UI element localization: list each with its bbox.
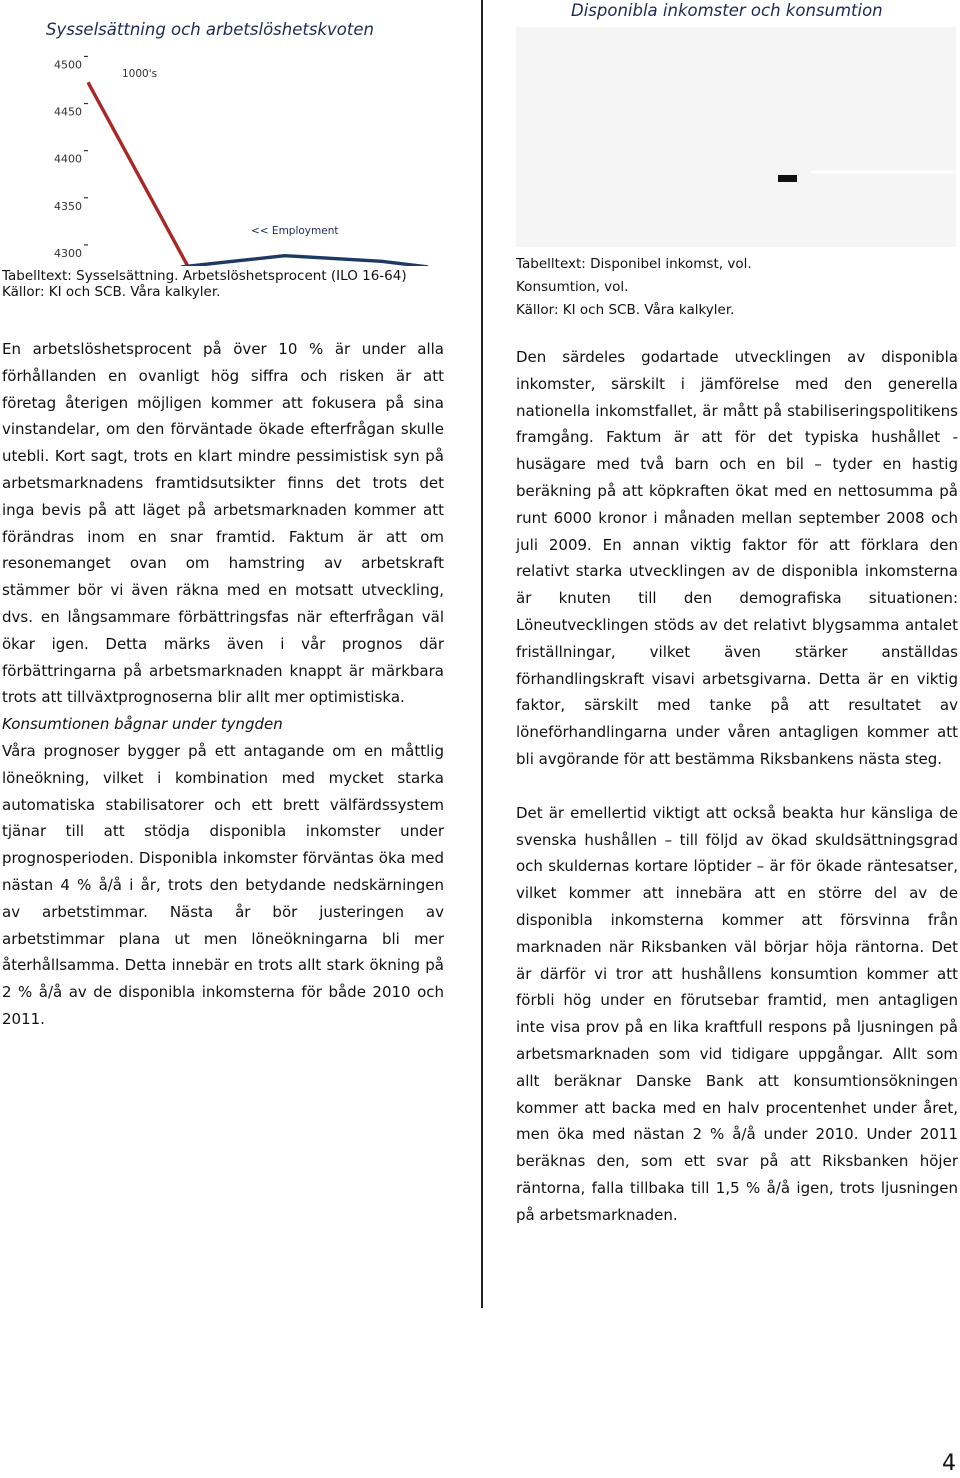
left-chart-caption bbox=[2, 268, 407, 300]
income-consumption-chart-svg bbox=[516, 27, 956, 247]
employment-annotation: << Employment bbox=[251, 225, 339, 237]
income-consumption-chart bbox=[516, 27, 956, 247]
paragraph: En arbetslöshetsprocent på över 10 % är under alla förhållanden en ovanligt hög siffra och risken är att företag återigen möjligen kommer att fokusera på sina vinstandelar, om den förväntade ökade efterfrågan skulle utebli. Kort sagt, trots en klart mindre pessimistisk syn på arbetsmarknadens framtidsutsikter finns det trots det inga bevis på att läget på arbetsmarknaden kommer att förändras inom en snar framtid. Faktum är att om resonemanget ovan om hamstring av arbetskraft stämmer bör vi även räkna med en motsatt utveckling, dvs. en långsammare förbättringsfas när efterfrågan väl ökar igen. Detta märks även i vår prognos där förbättringarna på arbetsmarknaden knappt är märkbara trots att tillväxtprognoserna blir allt mer optimistiska. bbox=[2, 340, 444, 707]
chart-marker bbox=[778, 175, 797, 182]
y-tick-label: 4400 bbox=[54, 152, 82, 166]
caption-line: Tabelltext: Disponibel inkomst, vol. bbox=[516, 256, 752, 272]
paragraph: Det är emellertid viktigt att också beakta hur känsliga de svenska hushållen – till följd av ökad skuldsättningsgrad och skuldernas kortare löptider – är för ökade räntesatser, vilket kommer att innebära att en större del av de disponibla inkomsterna kommer att försvinna från marknaden när Riksbanken väl börjar höja räntorna. Det är därför vi tror att hushållens konsumtion kommer att förbli hög under en förutsebar framtid, men antagligen inte visa prov på en lika kraftfull respons på ljusningen på arbetsmarknaden som vid tidigare uppgångar. Allt som allt beräknar Danske Bank att konsumtionsökningen kommer att backa med en halv procentenhet under året, men öka med nästan 2 % å/å under 2010. Under 2011 beräknas den, som ett svar på att Riksbanken höjer räntorna, falla tillbaka till 1,5 % å/å igen, trots ljusningen på arbetsmarknaden. bbox=[516, 803, 958, 1224]
right-chart-caption bbox=[516, 253, 752, 322]
y-tick-label: 4300 bbox=[54, 246, 82, 260]
left-chart-title: Sysselsättning och arbetslöshetskvoten bbox=[46, 20, 374, 39]
y-tick-label: 4350 bbox=[54, 199, 82, 213]
employment-chart-svg bbox=[36, 54, 448, 266]
y-tick-label: 4500 bbox=[54, 58, 82, 72]
page-number: 4 bbox=[942, 1451, 956, 1476]
series-line bbox=[181, 256, 428, 266]
right-text-column bbox=[516, 344, 958, 1229]
paragraph: Den särdeles godartade utvecklingen av disponibla inkomster, särskilt i jämförelse med den generella nationella inkomstfallet, är mått på stabiliseringspolitikens framgång. Faktum är att för det typiska hushållet - husägare med två barn och en bil – tyder en hastig beräkning på att köpkraften ökat med en nettosumma på runt 6000 kronor i månaden mellan september 2008 och juli 2009. En annan viktig faktor för att förklara den relativt starka utvecklingen av de disponibla inkomsterna är knuten till den demografiska situationen: Löneutvecklingen stöds av det relativt blygsamma antalet friställningar, vilket även stärker anställdas förhandlingskraft visavi arbetsgivarna. Detta är en viktig faktor, särskilt med tanke på att resultatet av löneförhandlingarna under våren antagligen kommer att bli avgörande för att bestämma Riksbankens nästa steg. bbox=[516, 348, 958, 768]
series-line bbox=[88, 82, 188, 266]
subheading: Konsumtionen bågnar under tyngden bbox=[2, 715, 283, 734]
y-axis-unit-label: 1000's bbox=[122, 68, 158, 80]
right-chart-title: Disponibla inkomster och konsumtion bbox=[571, 1, 883, 20]
employment-chart bbox=[36, 54, 448, 266]
paragraph: Våra prognoser bygger på ett antagande om en måttlig löneökning, vilket i kombination med mycket starka automatiska stabilisatorer och ett brett välfärdssystem tjänar till att stödja disponibla inkomster under prognosperioden. Disponibla inkomster förväntas öka med nästan 4 % å/å i år, trots den betydande nedskärningen av arbetstimmar. Nästa år bör justeringen av arbetstimmar plana ut men löneökningarna bli mer återhållsamma. Detta innebär en trots allt stark ökning på 2 % å/å av de disponibla inkomsterna för både 2010 och 2011. bbox=[2, 741, 444, 1028]
y-tick-label: 4450 bbox=[54, 105, 82, 119]
caption-line: Källor: KI och SCB. Våra kalkyler. bbox=[2, 284, 221, 300]
column-divider bbox=[481, 0, 483, 1308]
caption-line: Källor: KI och SCB. Våra kalkyler. bbox=[516, 302, 735, 318]
left-text-column bbox=[2, 336, 444, 1033]
caption-line: Tabelltext: Sysselsättning. Arbetslöshetsprocent (ILO 16-64) bbox=[2, 268, 407, 284]
caption-line: Konsumtion, vol. bbox=[516, 279, 629, 295]
